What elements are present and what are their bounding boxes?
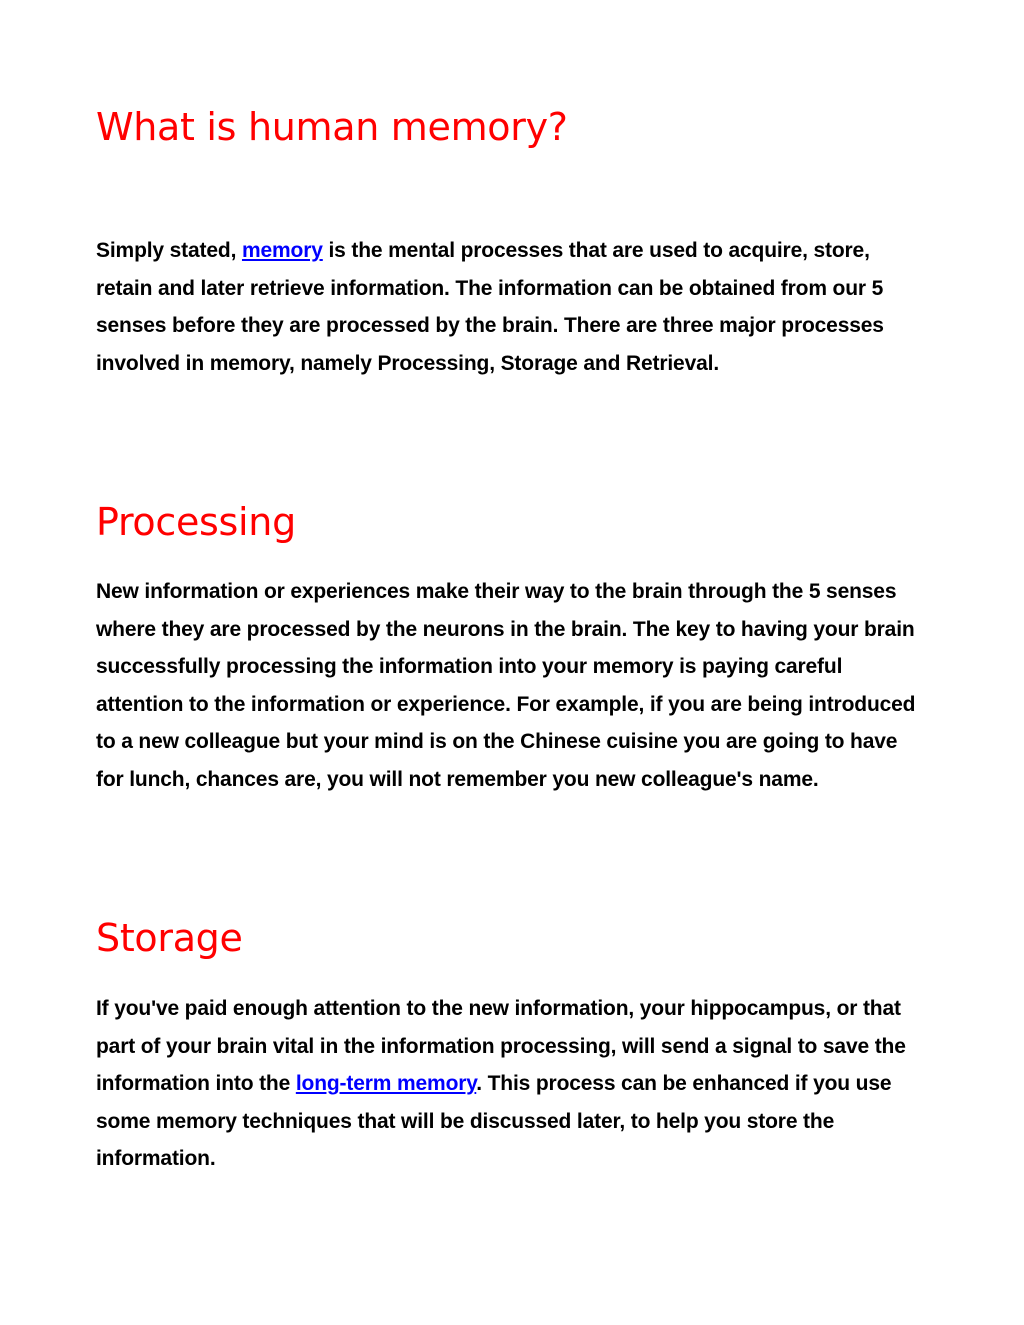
heading-storage: Storage	[96, 916, 243, 960]
heading-processing: Processing	[96, 500, 296, 544]
intro-text-start: Simply stated,	[96, 239, 242, 262]
intro-text-end: is the mental processes that are used to acquire, store, retain and later retrieve information. The information can be obtained from our 5 senses before they are processed by the brain. There are three major processes involved in memory, namely Processing, Storage and Retrieval.	[96, 239, 884, 375]
storage-text-start: If you've paid enough attention to the new information, your hippocampus, or that part of your brain vital in the information processing, will send a signal to save the information into the	[96, 997, 906, 1096]
storage-paragraph	[96, 990, 926, 1178]
processing-paragraph: New information or experiences make their way to the brain through the 5 senses where they are processed by the neurons in the brain. The key to having your brain successfully processing the information into your memory is paying careful attention to the information or experience. For example, if you are being introduced to a new colleague but your mind is on the Chinese cuisine you are going to have for lunch, chances are, you will not remember you new colleague's name.	[96, 580, 916, 791]
heading-what-is-human-memory: What is human memory?	[96, 105, 568, 149]
long-term-memory-link[interactable]: long-term memory	[295, 1072, 477, 1096]
intro-paragraph	[96, 232, 926, 382]
storage-text-end: . This process can be enhanced if you use some memory techniques that will be discussed later, to help you store the information.	[96, 1072, 892, 1171]
memory-link[interactable]: memory	[241, 239, 323, 262]
